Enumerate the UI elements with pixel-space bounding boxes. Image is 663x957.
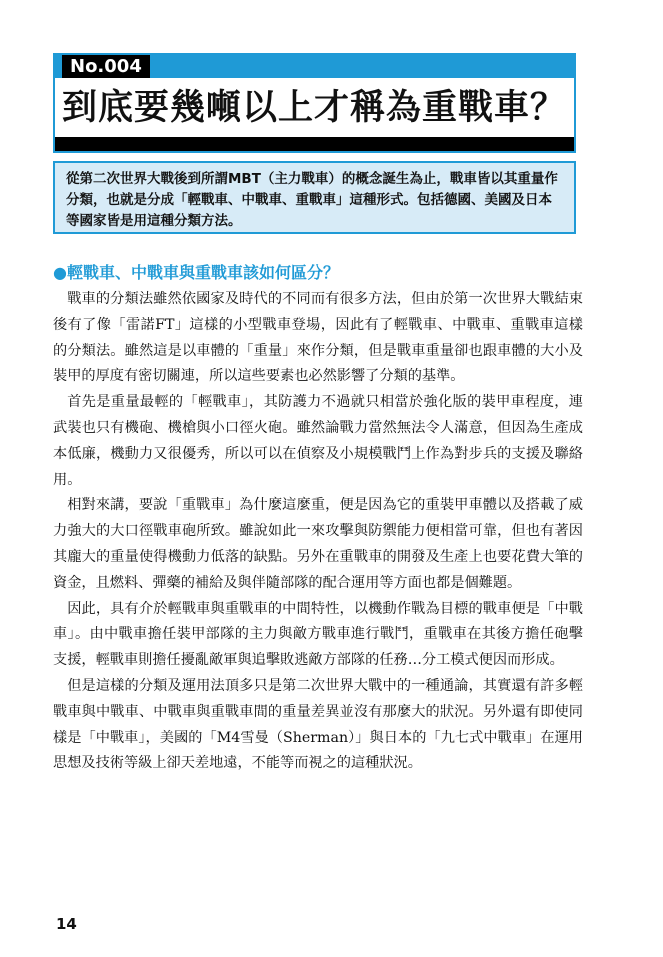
article-header [53,53,576,153]
section-heading: ●輕戰車、中戰車與重戰車該如何區分？ [53,263,339,282]
page-title: 到底要幾噸以上才稱為重戰車？ [62,88,566,128]
header-bottom-bar [55,137,574,151]
page-number: 14 [56,915,77,933]
summary-box [53,161,576,234]
article-number-badge: No.004 [62,55,150,78]
paragraph: 但是這樣的分類及運用法頂多只是第二次世界大戰中的一種通論，其實還有許多輕戰車與中戰車、中戰車與重戰車間的重量差異並沒有那麼大的狀況。另外還有即使同樣是「中戰車」，美國的「M4雪曼（Sherman）」與日本的「九七式中戰車」在運用思想及技術等級上卻天差地遠，不能等而視之的這種狀況。 [53,677,583,772]
body-text [53,287,583,777]
paragraph: 因此，具有介於輕戰車與重戰車的中間特性，以機動作戰為目標的戰車便是「中戰車」。由中戰車擔任裝甲部隊的主力與敵方戰車進行戰鬥，重戰車在其後方擔任砲擊支援，輕戰車則擔任擾亂敵軍與追擊敗逃敵方部隊的任務…分工模式便因而形成。 [53,600,583,669]
paragraph: 首先是重量最輕的「輕戰車」，其防護力不過就只相當於強化版的裝甲車程度，連武裝也只有機砲、機槍與小口徑火砲。雖然論戰力當然無法令人滿意，但因為生產成本低廉，機動力又很優秀，所以可以在偵察及小規模戰鬥上作為對步兵的支援及聯絡用。 [53,394,583,488]
header-top-bar [55,55,574,78]
paragraph: 相對來講，要說「重戰車」為什麼這麼重，便是因為它的重裝甲車體以及搭載了威力強大的大口徑戰車砲所致。雖說如此一來攻擊與防禦能力便相當可靠，但也有著因其龐大的重量使得機動力低落的缺點。另外在重戰車的開發及生產上也要花費大筆的資金，且燃料、彈藥的補給及與伴隨部隊的配合運用等方面也都是個難題。 [53,497,583,591]
paragraph: 戰車的分類法雖然依國家及時代的不同而有很多方法，但由於第一次世界大戰結束後有了像「雷諾FT」這樣的小型戰車登場，因此有了輕戰車、中戰車、重戰車這樣的分類法。雖然這是以車體的「重量」來作分類，但是戰車重量卻也跟車體的大小及裝甲的厚度有密切關連，所以這些要素也必然影響了分類的基準。 [53,291,583,385]
summary-text: 從第二次世界大戰後到所謂MBT（主力戰車）的概念誕生為止，戰車皆以其重量作分類，也就是分成「輕戰車、中戰車、重戰車」這種形式。包括德國、美國及日本等國家皆是用這種分類方法。 [66,171,558,229]
